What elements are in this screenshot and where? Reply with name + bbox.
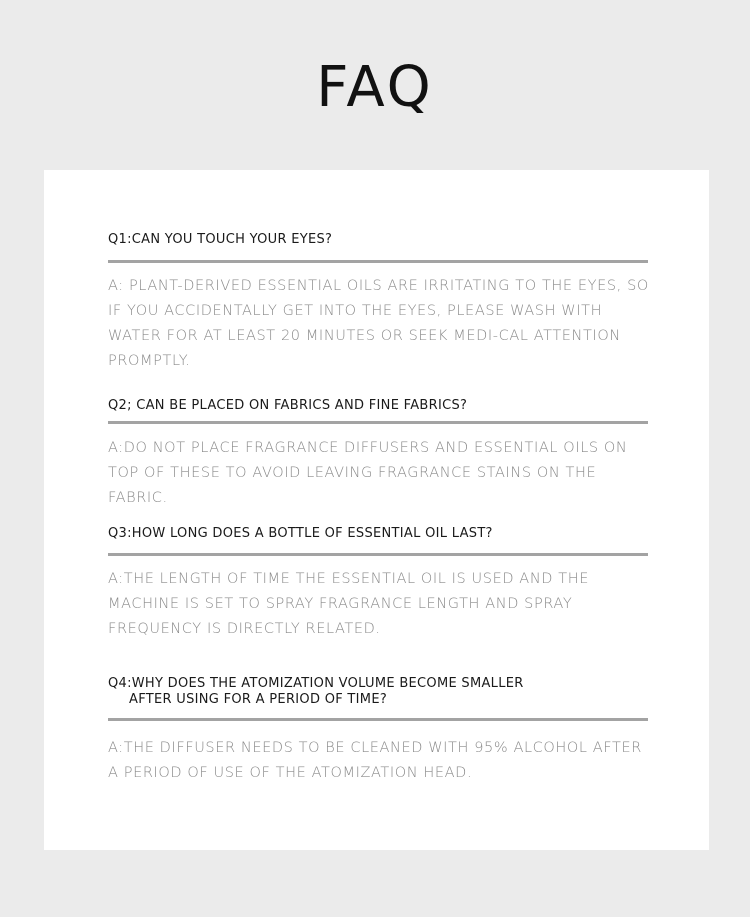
faq-question-4-line-2: AFTER USING FOR A PERIOD OF TIME?	[129, 692, 388, 707]
faq-question-1-text: Q1:CAN YOU TOUCH YOUR EYES?	[108, 232, 333, 247]
faq-item-2	[108, 398, 648, 518]
faq-answer-3: A:THE LENGTH OF TIME THE ESSENTIAL OIL IS USED AND THE MACHINE IS SET TO SPRAY FRAGRANCE LENGTH AND SPRAY FREQUENCY IS DIRECTLY RELATED.	[108, 571, 589, 637]
faq-divider-4	[108, 718, 648, 721]
faq-answer-1: A: PLANT-DERIVED ESSENTIAL OILS ARE IRRITATING TO THE EYES, SO IF YOU ACCIDENTALLY GET INTO THE EYES, PLEASE WASH WITH WATER FOR AT LEAST 20 MINUTES OR SEEK MEDI-CAL ATTENTION PROMPTLY.	[108, 278, 649, 369]
faq-question-3	[108, 526, 648, 542]
faq-question-3-text: Q3:HOW LONG DOES A BOTTLE OF ESSENTIAL OIL LAST?	[108, 526, 493, 541]
faq-item-3	[108, 526, 648, 656]
faq-card	[44, 170, 709, 850]
faq-question-4	[108, 676, 648, 708]
faq-answer-4: A:THE DIFFUSER NEEDS TO BE CLEANED WITH 95% ALCOHOL AFTER A PERIOD OF USE OF THE ATOMIZATION HEAD.	[108, 740, 642, 781]
faq-divider-2	[108, 421, 648, 424]
faq-question-2	[108, 398, 648, 414]
faq-question-2-text: Q2; CAN BE PLACED ON FABRICS AND FINE FABRICS?	[108, 398, 468, 413]
page-title: FAQ	[316, 55, 434, 120]
faq-divider-3	[108, 553, 648, 556]
faq-item-4	[108, 676, 648, 796]
faq-divider-1	[108, 260, 648, 263]
faq-item-1	[108, 232, 648, 382]
faq-question-4-line-1: Q4:WHY DOES THE ATOMIZATION VOLUME BECOME SMALLER	[108, 676, 524, 691]
faq-question-1	[108, 232, 648, 248]
faq-answer-2: A:DO NOT PLACE FRAGRANCE DIFFUSERS AND ESSENTIAL OILS ON TOP OF THESE TO AVOID LEAVING FRAGRANCE STAINS ON THE FABRIC.	[108, 440, 628, 506]
